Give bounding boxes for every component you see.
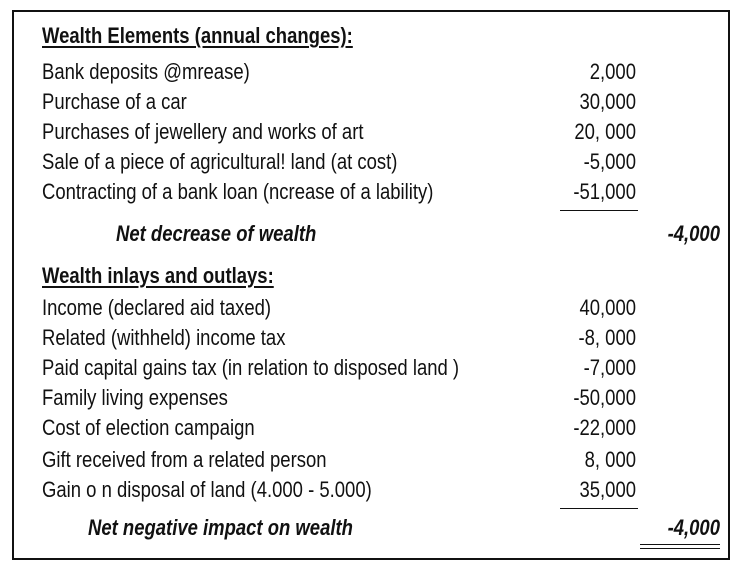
section2-item-label: Family living expenses [42, 385, 228, 410]
section2-item-amount: -22,000 [573, 415, 636, 440]
section2-total-double-rule-top [640, 544, 720, 545]
section2-item-amount: -7,000 [583, 355, 636, 380]
section1-item-label: Bank deposits @mrease) [42, 59, 250, 84]
section2-heading: Wealth inlays and outlays: [42, 263, 274, 288]
section1-item-label: Sale of a piece of agricultural! land (at cost) [42, 149, 398, 174]
section2-item-amount: -50,000 [573, 385, 636, 410]
section2-item-label: Paid capital gains tax (in relation to disposed land ) [42, 355, 460, 380]
section2-item-label: Income (declared aid taxed) [42, 295, 272, 320]
section2-total-double-rule-bottom [640, 548, 720, 549]
section2-item-label: Gain o n disposal of land (4.000 - 5.000) [42, 477, 372, 502]
section2-item-label: Related (withheld) income tax [42, 325, 286, 350]
section2-item-amount: 8, 000 [584, 447, 636, 472]
section1-item-amount: 2,000 [589, 59, 636, 84]
section1-item-amount: 30,000 [579, 89, 636, 114]
section1-total-amount: -4,000 [667, 221, 720, 246]
section2-item-amount: -8, 000 [578, 325, 636, 350]
section1-item-amount: -51,000 [573, 179, 636, 204]
section2-subtotal-rule [560, 508, 638, 509]
section1-subtotal-rule [560, 210, 638, 211]
section1-item-amount: -5,000 [583, 149, 636, 174]
section1-item-label: Purchase of a car [42, 89, 187, 114]
section1-heading: Wealth Elements (annual changes): [42, 23, 353, 48]
section1-item-label: Purchases of jewellery and works of art [42, 119, 364, 144]
section2-item-label: Gift received from a related person [42, 447, 327, 472]
section1-item-amount: 20, 000 [574, 119, 636, 144]
section1-item-label: Contracting of a bank loan (ncrease of a lability) [42, 179, 434, 204]
section2-item-amount: 40,000 [579, 295, 636, 320]
section2-item-label: Cost of election campaign [42, 415, 255, 440]
section2-total-amount: -4,000 [667, 515, 720, 540]
section2-item-amount: 35,000 [579, 477, 636, 502]
section2-total-label: Net negative impact on wealth [88, 515, 353, 540]
section1-total-label: Net decrease of wealth [116, 221, 317, 246]
